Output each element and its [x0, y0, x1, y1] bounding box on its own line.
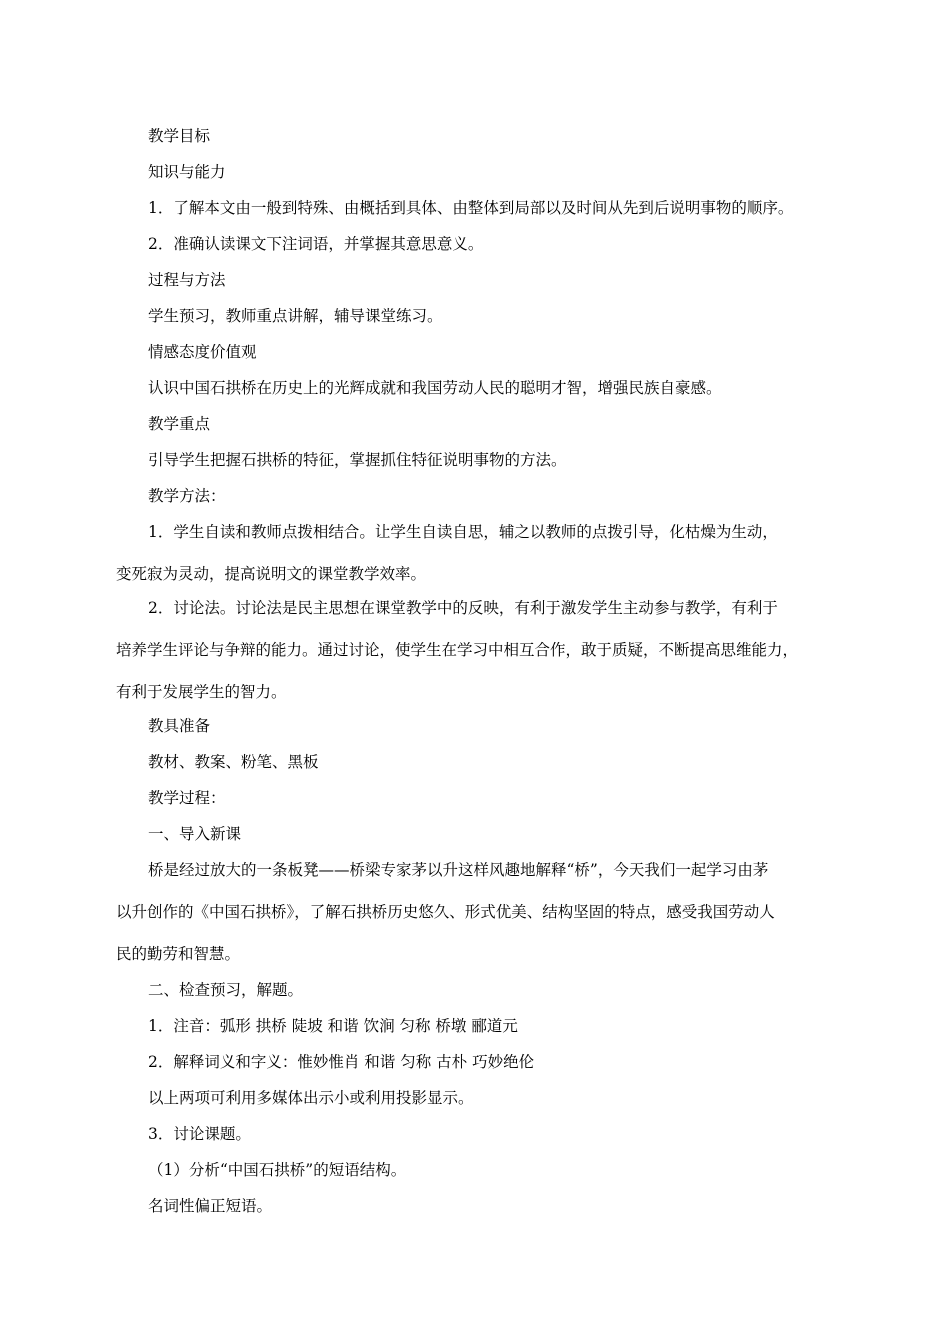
paragraph-line: 2．解释词义和字义：惟妙惟肖 和谐 匀称 古朴 巧妙绝伦 [148, 1053, 535, 1071]
paragraph-line: 以升创作的《中国石拱桥》，了解石拱桥历史悠久、形式优美、结构坚固的特点，感受我国劳动人 [116, 903, 775, 921]
heading-teaching-focus: 教学重点 [148, 415, 211, 433]
heading-teaching-goals: 教学目标 [148, 127, 211, 145]
heading-emotion-values: 情感态度价值观 [148, 343, 257, 361]
paragraph-line: 以上两项可利用多媒体出示小或利用投影显示。 [148, 1089, 474, 1107]
heading-introduction: 一、导入新课 [148, 825, 242, 843]
paragraph-line: 学生预习，教师重点讲解，辅导课堂练习。 [148, 307, 443, 325]
paragraph-line: 1．学生自读和教师点拨相结合。让学生自读自思，辅之以教师的点拨引导，化枯燥为生动， [148, 523, 778, 541]
heading-teaching-methods: 教学方法： [148, 487, 226, 505]
paragraph-line: 教材、教案、粉笔、黑板 [148, 753, 319, 771]
heading-teaching-aids: 教具准备 [148, 717, 211, 735]
heading-process-method: 过程与方法 [148, 271, 226, 289]
paragraph-line: 有利于发展学生的智力。 [116, 683, 287, 701]
paragraph-line: 2．讨论法。讨论法是民主思想在课堂教学中的反映，有利于激发学生主动参与教学，有利于 [148, 599, 778, 617]
paragraph-line: 培养学生评论与争辩的能力。通过讨论，使学生在学习中相互合作，敢于质疑，不断提高思维能力， [116, 641, 799, 659]
paragraph-line: 认识中国石拱桥在历史上的光辉成就和我国劳动人民的聪明才智，增强民族自豪感。 [148, 379, 722, 397]
heading-teaching-process: 教学过程： [148, 789, 226, 807]
paragraph-line: 引导学生把握石拱桥的特征，掌握抓住特征说明事物的方法。 [148, 451, 567, 469]
paragraph-line: 2．准确认读课文下注词语，并掌握其意思意义。 [148, 235, 484, 253]
paragraph-line: （1）分析“中国石拱桥”的短语结构。 [148, 1161, 407, 1179]
paragraph-line: 3．讨论课题。 [148, 1125, 251, 1143]
paragraph-line: 1．注音：弧形 拱桥 陡坡 和谐 饮涧 匀称 桥墩 郦道元 [148, 1017, 518, 1035]
paragraph-line: 桥是经过放大的一条板凳——桥梁专家茅以升这样风趣地解释“桥”，今天我们一起学习由茅 [148, 861, 769, 879]
heading-check-preview: 二、检查预习，解题。 [148, 981, 304, 999]
paragraph-line: 1．了解本文由一般到特殊、由概括到具体、由整体到局部以及时间从先到后说明事物的顺序。 [148, 199, 794, 217]
paragraph-line: 民的勤劳和智慧。 [116, 945, 241, 963]
paragraph-line: 变死寂为灵动，提高说明文的课堂教学效率。 [116, 565, 427, 583]
paragraph-line: 名词性偏正短语。 [148, 1197, 273, 1215]
heading-knowledge-ability: 知识与能力 [148, 163, 226, 181]
